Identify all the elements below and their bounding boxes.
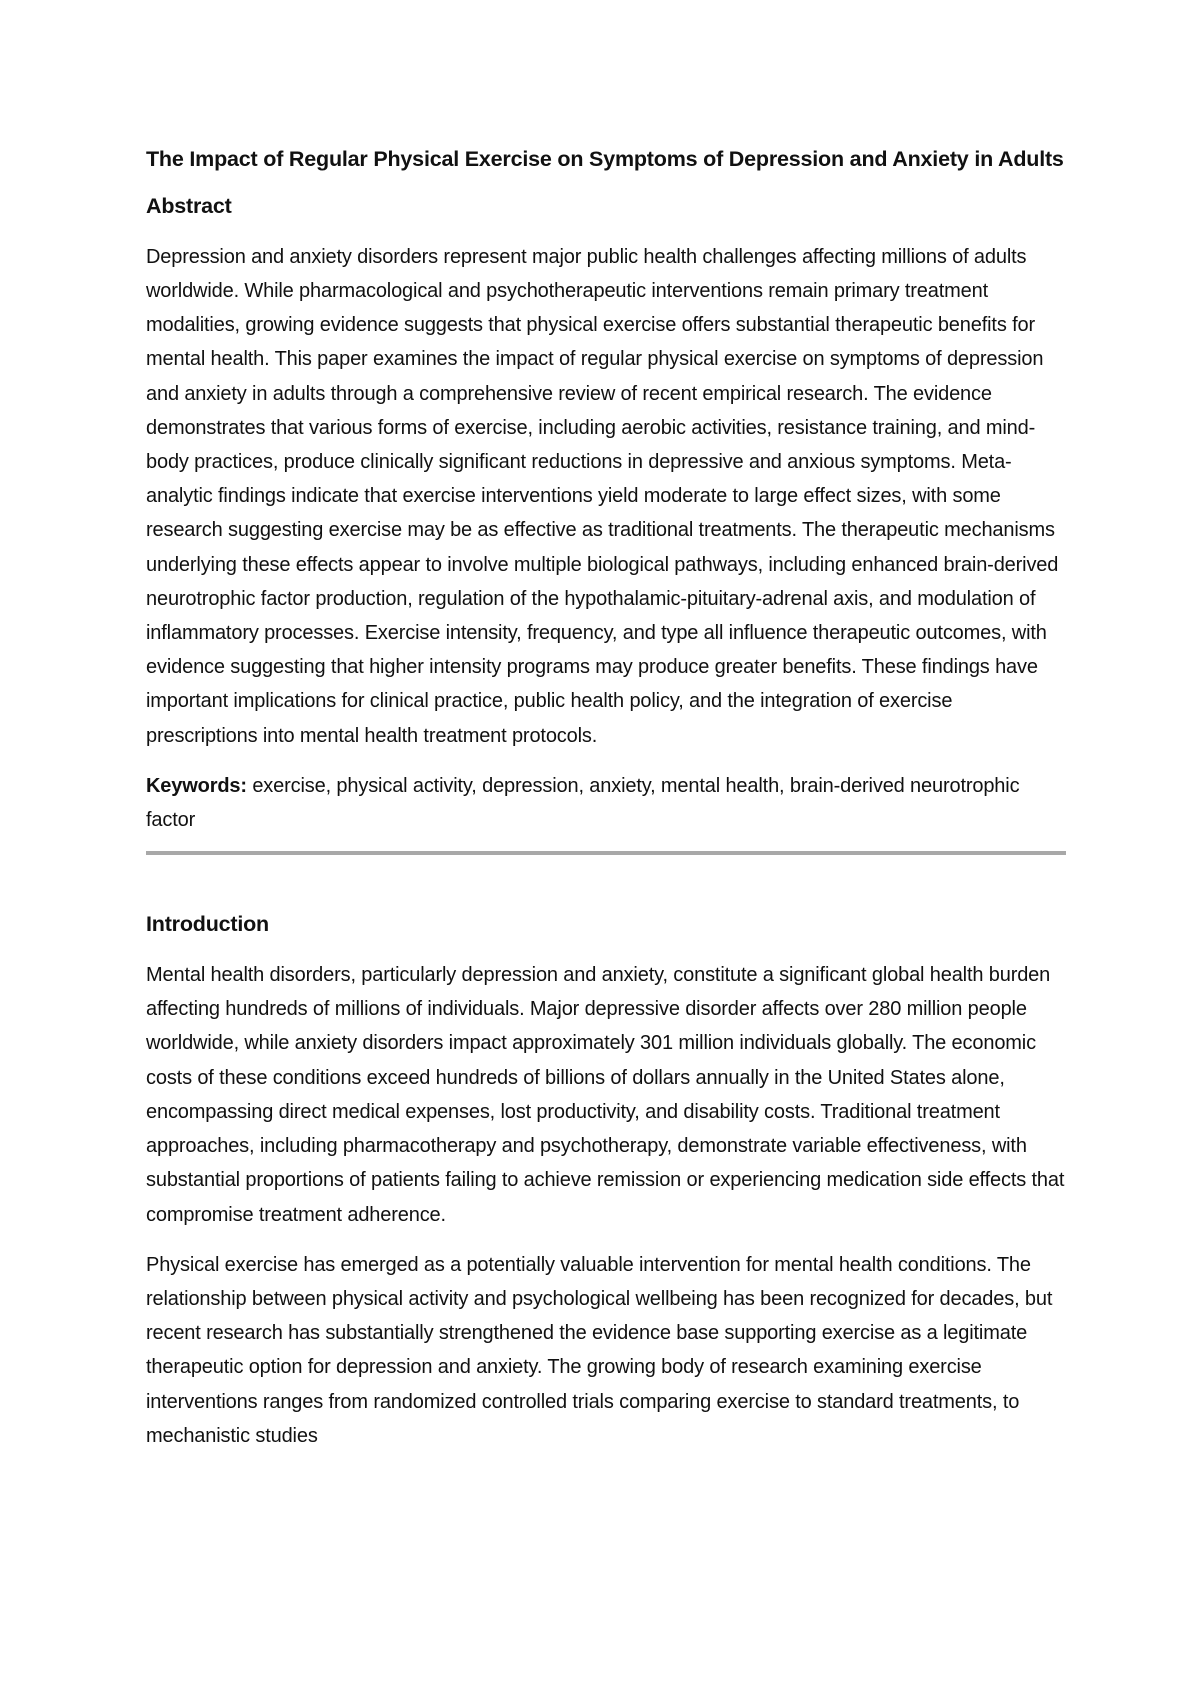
- keywords-text: exercise, physical activity, depression, anxiety, mental health, brain-derived neurotrophic factor: [146, 774, 1020, 831]
- document-page: [146, 140, 1066, 1469]
- abstract-heading: Abstract: [146, 193, 232, 218]
- abstract-text: Depression and anxiety disorders represent major public health challenges affecting millions of adults worldwide. While pharmacological and psychotherapeutic interventions remain primary treatment modalities, growing evidence suggests that physical exercise offers substantial therapeutic benefits for mental health. This paper examines the impact of regular physical exercise on symptoms of depression and anxiety in adults through a comprehensive review of recent empirical research. The evidence demonstrates that various forms of exercise, including aerobic activities, resistance training, and mind-body practices, produce clinically significant reductions in depressive and anxious symptoms. Meta-analytic findings indicate that exercise interventions yield moderate to large effect sizes, with some research suggesting exercise may be as effective as traditional treatments. The therapeutic mechanisms underlying these effects appear to involve multiple biological pathways, including enhanced brain-derived neurotrophic factor production, regulation of the hypothalamic-pituitary-adrenal axis, and modulation of inflammatory processes. Exercise intensity, frequency, and type all influence therapeutic outcomes, with evidence suggesting that higher intensity programs may produce greater benefits. These findings have important implications for clinical practice, public health policy, and the integration of exercise prescriptions into mental health treatment protocols.: [146, 245, 1059, 747]
- document-title: The Impact of Regular Physical Exercise on Symptoms of Depression and Anxiety in Adults: [146, 147, 1064, 171]
- introduction-paragraph: Physical exercise has emerged as a potentially valuable intervention for mental health conditions. The relationship between physical activity and psychological wellbeing has been recognized for decades, but recent research has substantially strengthened the evidence base supporting exercise as a legitimate therapeutic option for depression and anxiety. The growing body of research examining exercise interventions ranges from randomized controlled trials comparing exercise to standard treatments, to mechanistic studies: [146, 1253, 1053, 1447]
- keywords-label: Keywords:: [146, 774, 247, 797]
- section-divider: [146, 851, 1066, 855]
- keywords: [146, 769, 1066, 837]
- introduction-heading: Introduction: [146, 912, 269, 937]
- introduction-paragraph: Mental health disorders, particularly depression and anxiety, constitute a significant global health burden affecting hundreds of millions of individuals. Major depressive disorder affects over 280 million people worldwide, while anxiety disorders impact approximately 301 million individuals globally. The economic costs of these conditions exceed hundreds of billions of dollars annually in the United States alone, encompassing direct medical expenses, lost productivity, and disability costs. Traditional treatment approaches, including pharmacotherapy and psychotherapy, demonstrate variable effectiveness, with substantial proportions of patients failing to achieve remission or experiencing medication side effects that compromise treatment adherence.: [146, 964, 1065, 1226]
